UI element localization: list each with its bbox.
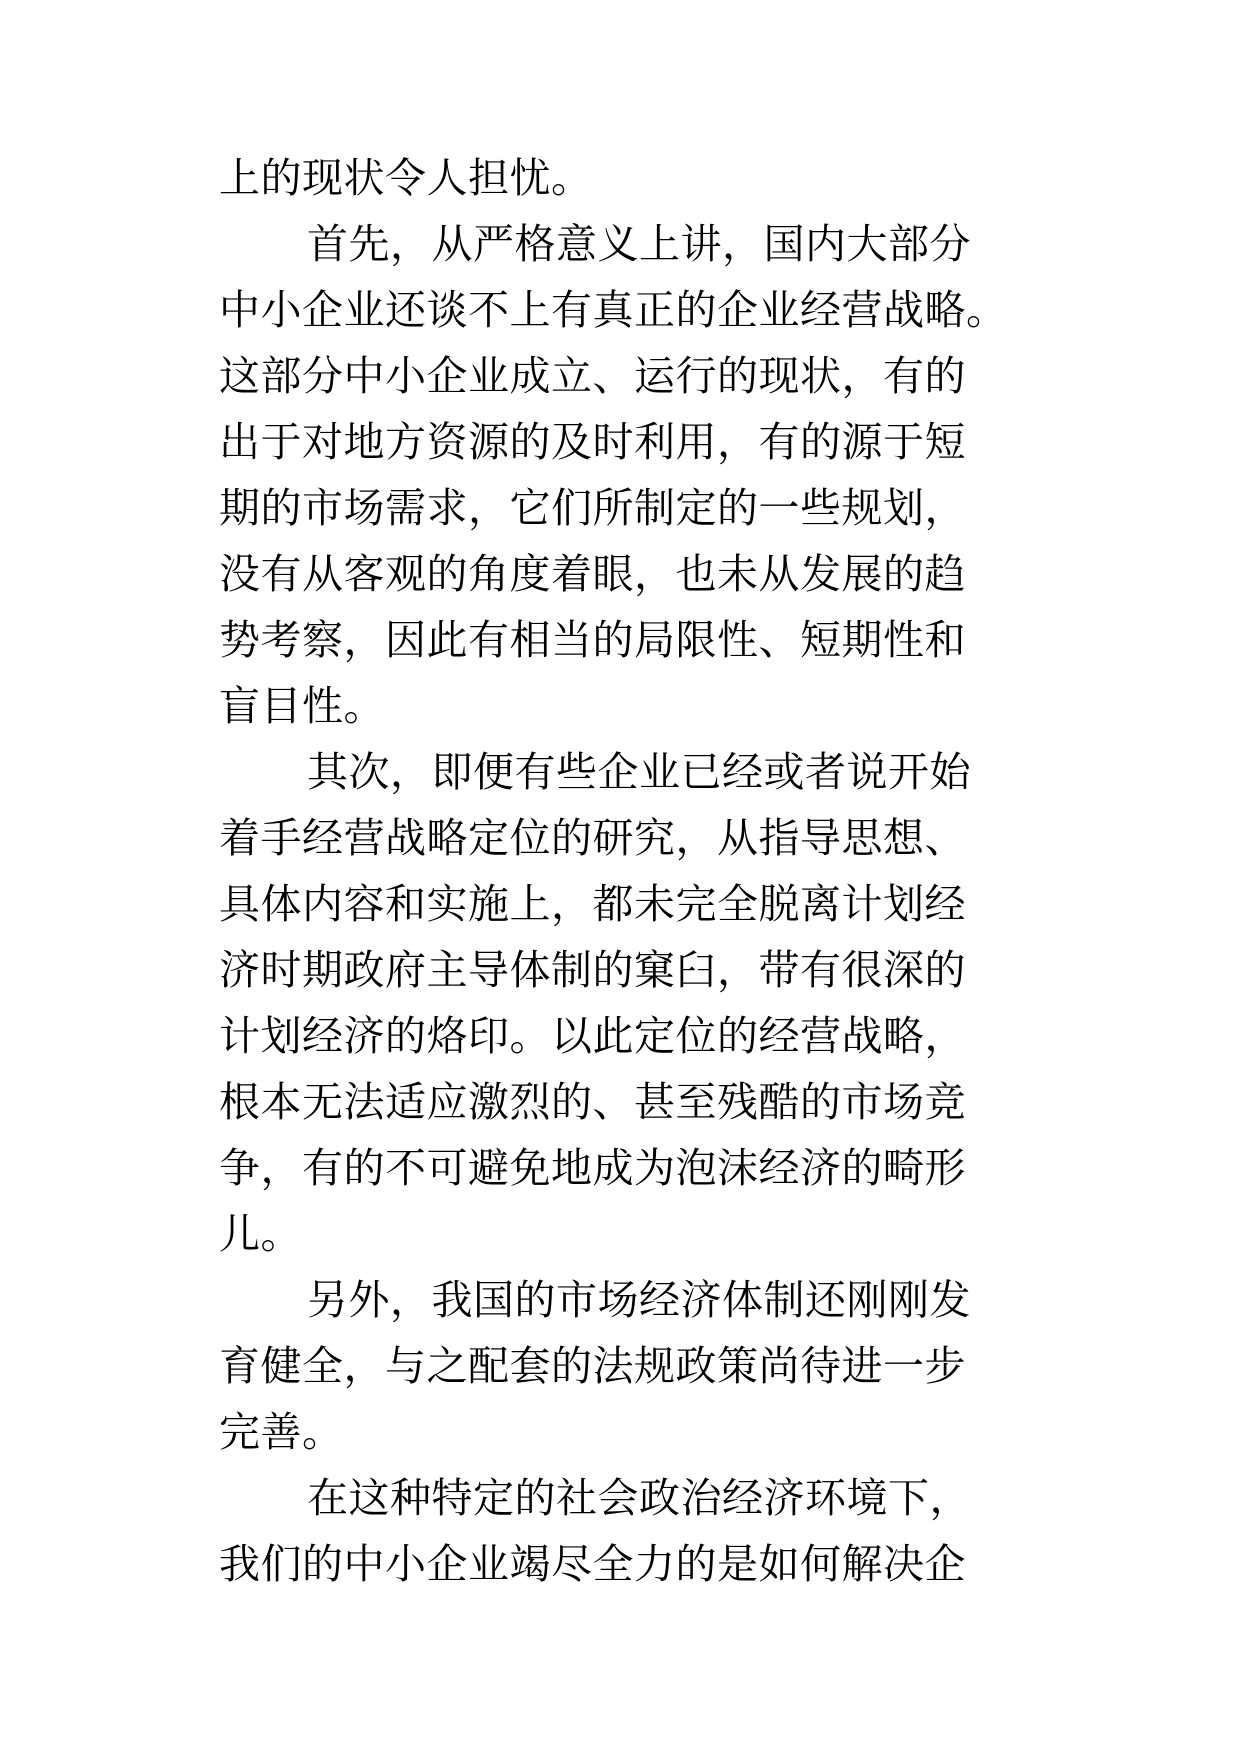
- text-line: 中小企业还谈不上有真正的企业经营战略。: [219, 286, 1008, 334]
- text-line: 济时期政府主导体制的窠臼，带有很深的: [219, 946, 966, 994]
- text-line: 具体内容和实施上，都未完全脱离计划经: [219, 880, 966, 928]
- body-text: [219, 145, 1119, 1597]
- text-line: 期的市场需求，它们所制定的一些规划，: [219, 484, 966, 532]
- text-line: 没有从客观的角度着眼，也未从发展的趋: [219, 550, 966, 598]
- text-line: 儿。: [219, 1210, 302, 1258]
- text-line: 根本无法适应激烈的、甚至残酷的市场竞: [219, 1078, 966, 1126]
- text-line: 计划经济的烙印。以此定位的经营战略，: [219, 1012, 966, 1060]
- text-line: 我们的中小企业竭尽全力的是如何解决企: [219, 1540, 966, 1588]
- paragraph-first-line: 其次，即便有些企业已经或者说开始: [307, 748, 971, 796]
- paragraph-first-line: 首先，从严格意义上讲，国内大部分: [307, 220, 971, 268]
- text-line: 完善。: [219, 1408, 344, 1456]
- text-line: 这部分中小企业成立、运行的现状，有的: [219, 352, 966, 400]
- text-line: 着手经营战略定位的研究，从指导思想、: [219, 814, 966, 862]
- text-line: 争，有的不可避免地成为泡沫经济的畸形: [219, 1144, 966, 1192]
- text-line: 上的现状令人担忧。: [219, 154, 593, 202]
- text-line: 育健全，与之配套的法规政策尚待进一步: [219, 1342, 966, 1390]
- paragraph-first-line: 在这种特定的社会政治经济环境下，: [307, 1474, 971, 1522]
- paragraph-first-line: 另外，我国的市场经济体制还刚刚发: [307, 1276, 971, 1324]
- text-line: 盲目性。: [219, 682, 385, 730]
- text-line: 出于对地方资源的及时利用，有的源于短: [219, 418, 966, 466]
- text-line: 势考察，因此有相当的局限性、短期性和: [219, 616, 966, 664]
